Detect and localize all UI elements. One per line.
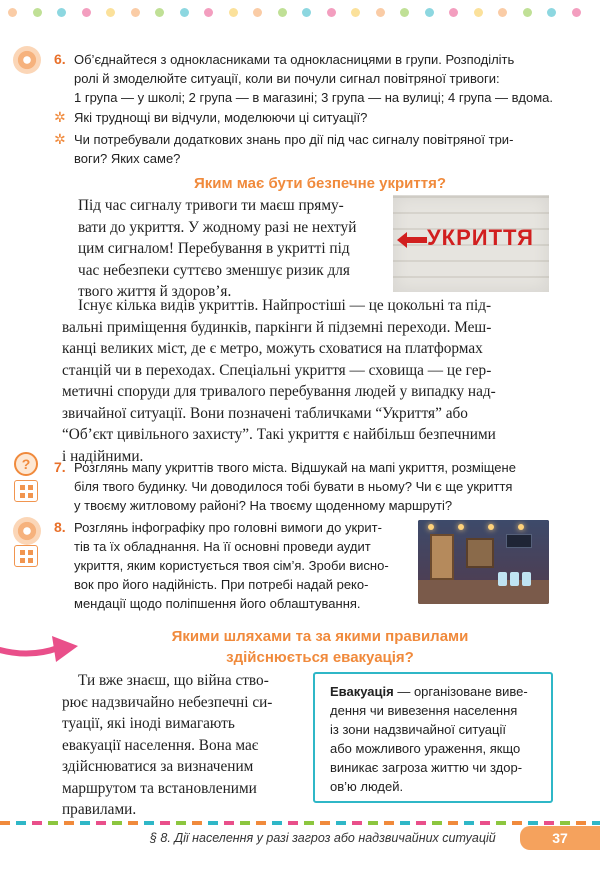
task-8 xyxy=(54,518,406,618)
definition-text: ов’ю людей. xyxy=(330,779,404,794)
lamp-icon xyxy=(458,524,464,530)
decoration-dot xyxy=(498,8,507,17)
text-line: рює надзвичайно небезпечні си- xyxy=(62,693,273,711)
definition-box xyxy=(313,672,553,803)
decoration-dot xyxy=(474,8,483,17)
question-item xyxy=(54,130,554,168)
arrow-shaft xyxy=(405,237,427,243)
text-line: метичні споруди для тривалого перебування людей у випадку над- xyxy=(62,383,496,400)
decoration-dot xyxy=(180,8,189,17)
decoration-dot xyxy=(376,8,385,17)
decoration-dot xyxy=(204,8,213,17)
heading-line: здійснюється евакуація? xyxy=(226,649,414,666)
group-work-icon xyxy=(13,517,41,545)
text-line: вальні приміщення будинків, паркінги й підземні переходи. Меш- xyxy=(62,318,492,336)
text-line: твого життя й здоров’я. xyxy=(78,283,232,300)
text-line: туації, які іноді вимагають xyxy=(62,715,235,732)
water-bottle-icon xyxy=(522,572,531,586)
text-line: час небезпеки суттєво зменшує ризик для xyxy=(78,261,350,279)
question-text: воги? Яких саме? xyxy=(74,151,181,166)
task-text xyxy=(74,458,516,515)
decoration-dot xyxy=(327,8,336,17)
footer-section-title: § 8. Дії населення у разі загроз або надзвичайних ситуацій xyxy=(150,831,496,845)
text-line: здійснюватися за визначеним xyxy=(62,758,254,775)
section-heading: Яким має бути безпечне укриття? xyxy=(193,175,446,192)
shelter-interior-illustration xyxy=(418,520,549,604)
task-line: Розглянь мапу укриттів твого міста. Відшукай на мапі укриття, розміщене xyxy=(74,460,516,475)
definition-text: або можливого ураження, якщо xyxy=(330,741,521,756)
top-dots-decoration xyxy=(0,8,600,20)
decoration-dot xyxy=(8,8,17,17)
decoration-dot xyxy=(449,8,458,17)
text-line: станцій чи в переходах. Спеціальні укриття — сховища — це гер- xyxy=(62,361,492,379)
definition-text: дення чи вивезення населення xyxy=(330,703,518,718)
text-line: Під час сигналу тривоги ти маєш пряму- xyxy=(78,197,344,214)
text-line: цим сигналом! Перебування в укритті під xyxy=(78,240,350,257)
evacuation-paragraph xyxy=(62,670,300,821)
group-work-icon xyxy=(13,46,41,74)
task-text xyxy=(74,50,553,107)
decoration-dot xyxy=(400,8,409,17)
decoration-dot xyxy=(572,8,581,17)
decoration-dot xyxy=(106,8,115,17)
task-line: біля твого будинку. Чи доводилося тобі бувати в ньому? Чи є ще укриття xyxy=(74,479,513,494)
decoration-dot xyxy=(425,8,434,17)
text-line: евакуації населення. Вона має xyxy=(62,736,259,754)
text-line: “Об’єкт цивільного захисту”. Такі укриття є найбільш безпечними xyxy=(62,426,496,443)
vent-icon xyxy=(506,534,532,548)
decoration-dot xyxy=(229,8,238,17)
question-text: Які труднощі ви відчули, моделюючи ці ситуації? xyxy=(74,110,368,125)
task-text xyxy=(74,518,389,613)
decoration-dot xyxy=(351,8,360,17)
text-line: Існує кілька видів укриттів. Найпростіші — це цокольні та під- xyxy=(78,297,492,314)
definition-text: із зони надзвичайної ситуації xyxy=(330,722,506,737)
decoration-dot xyxy=(57,8,66,17)
task-6 xyxy=(54,50,564,110)
sun-icon: ✲ xyxy=(54,109,66,125)
task-number: 6. xyxy=(54,51,66,67)
question-text: Чи потребували додаткових знань про дії під час сигналу повітряної три- xyxy=(74,132,514,147)
task-line: 1 група — у школі; 2 група — в магазині; 3 група — на вулиці; 4 група — вдома. xyxy=(74,90,554,105)
footer-divider xyxy=(0,821,600,825)
text-line: Ти вже знаєш, що війна ство- xyxy=(78,672,269,689)
text-line: звичайної ситуації. Вони позначені табличками “Укриття” або xyxy=(62,404,468,422)
shelf-icon xyxy=(466,538,494,568)
definition-term: Евакуація xyxy=(330,684,394,699)
decoration-dot xyxy=(253,8,262,17)
task-line: мендації щодо поліпшення його облаштування. xyxy=(74,596,361,611)
task-line: Розглянь інфографіку про головні вимоги до укрит- xyxy=(74,520,382,535)
door-icon xyxy=(430,534,454,580)
text-line: вати до укриття. У жодному разі не нехтуй xyxy=(78,218,357,236)
definition-text: виникає загроза життю чи здор- xyxy=(330,760,523,775)
text-line: правилами. xyxy=(62,801,137,818)
lamp-icon xyxy=(518,524,524,530)
definition-line xyxy=(330,682,541,701)
heading-line: Якими шляхами та за якими правилами xyxy=(171,628,469,645)
text-line: канці великих міст, де є метро, можуть сховатися на платформах xyxy=(62,340,483,357)
sun-icon: ✲ xyxy=(54,131,66,147)
decoration-dot xyxy=(155,8,164,17)
digital-task-icon xyxy=(14,480,38,502)
task-number: 8. xyxy=(54,519,66,535)
sign-text: УКРИТТЯ xyxy=(427,225,534,250)
shelter-types-paragraph xyxy=(62,295,550,467)
task-line: укриття, яким користується твоя сім’я. Зроби висно- xyxy=(74,558,389,573)
water-bottle-icon xyxy=(498,572,507,586)
task-line: у твоєму житловому районі? На твоєму щоденному маршруті? xyxy=(74,498,453,513)
shelter-sign-photo xyxy=(393,195,549,292)
question-icon: ? xyxy=(14,452,38,476)
lamp-icon xyxy=(488,524,494,530)
task-7 xyxy=(54,458,564,518)
intro-paragraph xyxy=(78,195,378,303)
task-line: Об’єднайтеся з однокласниками та однокласницями в групи. Розподіліть xyxy=(74,52,515,67)
definition-text: — організоване виве- xyxy=(393,684,528,699)
decoration-dot xyxy=(33,8,42,17)
task-line: тів та їх обладнання. На її основні проведи аудит xyxy=(74,539,371,554)
page-number: 37 xyxy=(520,826,600,850)
digital-task-icon xyxy=(14,545,38,567)
task-line: вок про його надійність. При потребі надай реко- xyxy=(74,577,369,592)
decoration-dot xyxy=(82,8,91,17)
decoration-dot xyxy=(547,8,556,17)
text-line: і надійними. xyxy=(62,447,144,465)
question-item xyxy=(54,108,554,127)
task-line: ролі й змоделюйте ситуації, коли ви почули сигнал повітряної тривоги: xyxy=(74,71,500,86)
text-line: маршрутом та встановленими xyxy=(62,779,257,797)
task-number: 7. xyxy=(54,459,66,475)
water-bottle-icon xyxy=(510,572,519,586)
decoration-dot xyxy=(302,8,311,17)
decoration-dot xyxy=(131,8,140,17)
decoration-dot xyxy=(278,8,287,17)
lamp-icon xyxy=(428,524,434,530)
decoration-dot xyxy=(523,8,532,17)
